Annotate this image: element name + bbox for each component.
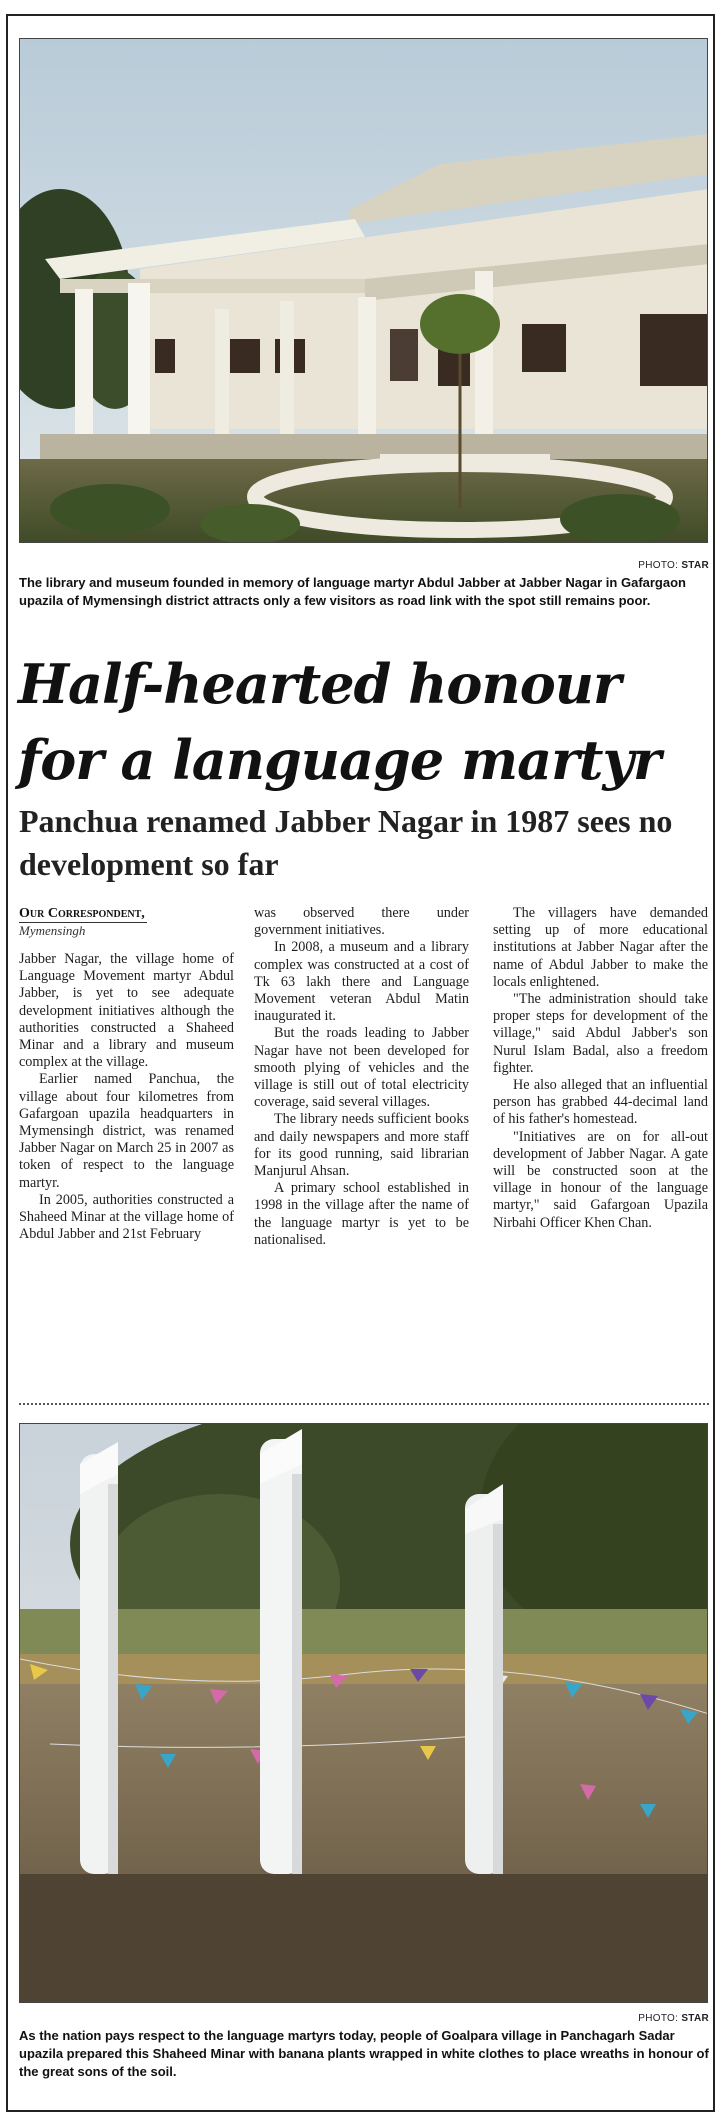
paragraph: The villagers have demanded setting up of more educational institutions at Jabber Nagar after the name of Abdul Jabber to make the locals enlightened. (493, 905, 708, 990)
photo-caption-top: The library and museum founded in memory of language martyr Abdul Jabber at Jabber Nagar in Gafargaon upazila of Mymensingh district attracts only a few visitors as road link with the spot still remains poor. (19, 575, 686, 608)
shaheed-minar-photo (19, 1423, 708, 2003)
paragraph: He also alleged that an influential person has grabbed 44-decimal land of his father's homestead. (493, 1077, 708, 1128)
article-column-2 (254, 905, 469, 1249)
article-column-1 (19, 905, 234, 1243)
section-divider (19, 1403, 709, 1405)
article-column-3 (493, 905, 708, 1232)
paragraph: Earlier named Panchua, the village about four kilometres from Gafargoan upazila headquarters in Mymensingh district, was renamed Jabber Nagar on March 25 in 2007 as token of respect to the language martyr. (19, 1071, 234, 1191)
subheadline: Panchua renamed Jabber Nagar in 1987 sees no development so far (19, 803, 673, 882)
headline: Half-hearted honour for a language martyr (18, 652, 661, 792)
paragraph: "Initiatives are on for all-out development of Jabber Nagar. A gate will be constructed soon at the village in honour of the language martyr," said Gafargoan Upazila Nirbahi Officer Khen Chan. (493, 1128, 708, 1231)
paragraph: In 2005, authorities constructed a Shaheed Minar at the village home of Abdul Jabber and 21st February (19, 1191, 234, 1243)
paragraph: was observed there under government initiatives. (254, 905, 469, 939)
paragraph: In 2008, a museum and a library complex was constructed at a cost of Tk 63 lakh there and Language Movement veteran Abdul Matin inaugurated it. (254, 939, 469, 1025)
paragraph: A primary school established in 1998 in the village after the name of the language martyr is yet to be nationalised. (254, 1180, 469, 1248)
photo-credit-top: PHOTO: STAR (638, 560, 709, 571)
photo-credit-bottom: PHOTO: STAR (638, 2013, 709, 2024)
paragraph: But the roads leading to Jabber Nagar have not been developed for smooth plying of vehicles and the village is still out of total electricity coverage, said several villages. (254, 1025, 469, 1111)
paragraph: The library needs sufficient books and daily newspapers and more staff for its good running, said librarian Manjurul Ahsan. (254, 1111, 469, 1180)
byline-place: Mymensingh (19, 923, 86, 938)
museum-photo (19, 38, 708, 543)
paragraph: "The administration should take proper steps for development of the village," said Abdul Jabber's son Nurul Islam Badal, also a freedom fighter. (493, 991, 708, 1076)
paragraph: Jabber Nagar, the village home of Language Movement martyr Abdul Jabber, is yet to see adequate development initiatives although the authorities constructed a Shaheed Minar and a library and museum complex at the village. (19, 951, 234, 1071)
photo-caption-bottom: As the nation pays respect to the language martyrs today, people of Goalpara village in Panchagarh Sadar upazila prepared this Shaheed Minar with banana plants wrapped in white clothes to place wreaths in honour of the great sons of the soil. (19, 2028, 709, 2079)
byline-author: Our Correspondent, (19, 906, 145, 921)
